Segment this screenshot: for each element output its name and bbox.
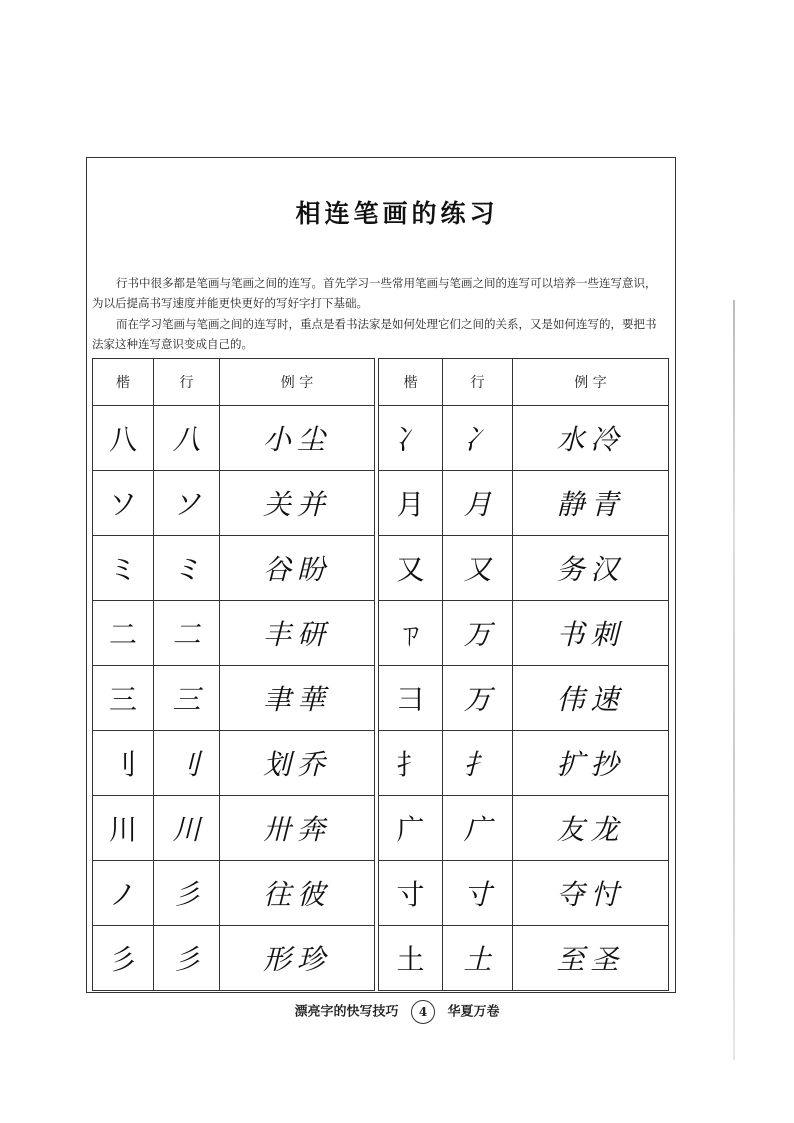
table-row <box>93 601 375 666</box>
run-stroke-cell: 刂 <box>154 731 220 796</box>
kai-stroke-cell: 又 <box>379 536 443 601</box>
example-chars-cell: 扩抄 <box>513 731 669 796</box>
example-chars-cell: 伟速 <box>513 666 669 731</box>
table-row <box>93 666 375 731</box>
footer-book-title: 漂亮字的快写技巧 <box>294 1004 399 1020</box>
kai-stroke-cell: 川 <box>93 796 154 861</box>
kai-stroke-cell: 刂 <box>93 731 154 796</box>
run-stroke-cell: 八 <box>154 406 220 471</box>
table-header-row <box>93 359 375 406</box>
table-row <box>379 861 669 926</box>
run-stroke-cell: 扌 <box>443 731 513 796</box>
kai-stroke-cell: 扌 <box>379 731 443 796</box>
kai-stroke-cell: 彡 <box>93 926 154 991</box>
kai-stroke-cell: 冫 <box>379 406 443 471</box>
run-stroke-cell: 月 <box>443 471 513 536</box>
run-stroke-cell: 彡 <box>154 861 220 926</box>
kai-stroke-cell: ソ <box>93 471 154 536</box>
intro-paragraph-2 <box>92 314 672 354</box>
right-character-table <box>378 358 669 991</box>
left-character-table <box>92 358 375 991</box>
run-stroke-cell: 土 <box>443 926 513 991</box>
kai-stroke-cell: 土 <box>379 926 443 991</box>
run-stroke-cell: 彡 <box>154 926 220 991</box>
example-chars-cell: 书刺 <box>513 601 669 666</box>
header-example: 例 字 <box>220 359 375 406</box>
kai-stroke-cell: 寸 <box>379 861 443 926</box>
table-row <box>93 536 375 601</box>
header-xing: 行 <box>443 359 513 406</box>
table-row <box>379 406 669 471</box>
example-chars-cell: 谷盼 <box>220 536 375 601</box>
run-stroke-cell: 二 <box>154 601 220 666</box>
intro-line: 而在学习笔画与笔画之间的连写时，重点是看书法家是如何处理它们之间的关系，又是如何连写的，要把书 <box>116 317 657 331</box>
run-stroke-cell: 广 <box>443 796 513 861</box>
table-header-row <box>379 359 669 406</box>
table-row <box>379 666 669 731</box>
run-stroke-cell: 万 <box>443 666 513 731</box>
header-kai: 楷 <box>93 359 154 406</box>
kai-stroke-cell: ノ <box>93 861 154 926</box>
table-row <box>93 861 375 926</box>
run-stroke-cell: 三 <box>154 666 220 731</box>
table-row <box>379 536 669 601</box>
table-row <box>379 471 669 536</box>
intro-line: 行书中很多都是笔画与笔画之间的连写。首先学习一些常用笔画与笔画之间的连写可以培养一些连写意识， <box>116 276 657 290</box>
scan-edge-shadow <box>733 300 735 1060</box>
table-row <box>93 731 375 796</box>
example-chars-cell: 卅奔 <box>220 796 375 861</box>
table-row <box>379 796 669 861</box>
table-row <box>379 601 669 666</box>
run-stroke-cell: 万 <box>443 601 513 666</box>
example-chars-cell: 聿華 <box>220 666 375 731</box>
table-row <box>93 406 375 471</box>
kai-stroke-cell: 广 <box>379 796 443 861</box>
example-chars-cell: 夺忖 <box>513 861 669 926</box>
run-stroke-cell: 冫 <box>443 406 513 471</box>
example-chars-cell: 务汉 <box>513 536 669 601</box>
kai-stroke-cell: 二 <box>93 601 154 666</box>
table-row <box>379 731 669 796</box>
example-chars-cell: 形珍 <box>220 926 375 991</box>
header-xing: 行 <box>154 359 220 406</box>
example-chars-cell: 小尘 <box>220 406 375 471</box>
page-footer <box>0 1000 794 1024</box>
kai-stroke-cell: 月 <box>379 471 443 536</box>
intro-paragraph-1 <box>92 273 672 313</box>
page-number: 4 <box>411 1000 435 1024</box>
example-chars-cell: 关并 <box>220 471 375 536</box>
example-chars-cell: 静青 <box>513 471 669 536</box>
run-stroke-cell: ミ <box>154 536 220 601</box>
table-row <box>93 471 375 536</box>
example-chars-cell: 水冷 <box>513 406 669 471</box>
header-kai: 楷 <box>379 359 443 406</box>
intro-line: 法家这种连写意识变成自己的。 <box>92 337 253 351</box>
example-chars-cell: 至圣 <box>513 926 669 991</box>
example-chars-cell: 友龙 <box>513 796 669 861</box>
run-stroke-cell: 又 <box>443 536 513 601</box>
table-row <box>379 926 669 991</box>
run-stroke-cell: ソ <box>154 471 220 536</box>
header-example: 例 字 <box>513 359 669 406</box>
example-chars-cell: 丰研 <box>220 601 375 666</box>
run-stroke-cell: 川 <box>154 796 220 861</box>
footer-publisher: 华夏万卷 <box>447 1004 500 1020</box>
table-row <box>93 926 375 991</box>
run-stroke-cell: 寸 <box>443 861 513 926</box>
kai-stroke-cell: ㄗ <box>379 601 443 666</box>
kai-stroke-cell: ⺕ <box>379 666 443 731</box>
example-chars-cell: 划乔 <box>220 731 375 796</box>
kai-stroke-cell: ミ <box>93 536 154 601</box>
page-title: 相连笔画的练习 <box>295 199 499 228</box>
example-chars-cell: 往彼 <box>220 861 375 926</box>
table-row <box>93 796 375 861</box>
kai-stroke-cell: 三 <box>93 666 154 731</box>
kai-stroke-cell: 八 <box>93 406 154 471</box>
intro-line: 为以后提高书写速度并能更快更好的写好字打下基础。 <box>92 296 368 310</box>
